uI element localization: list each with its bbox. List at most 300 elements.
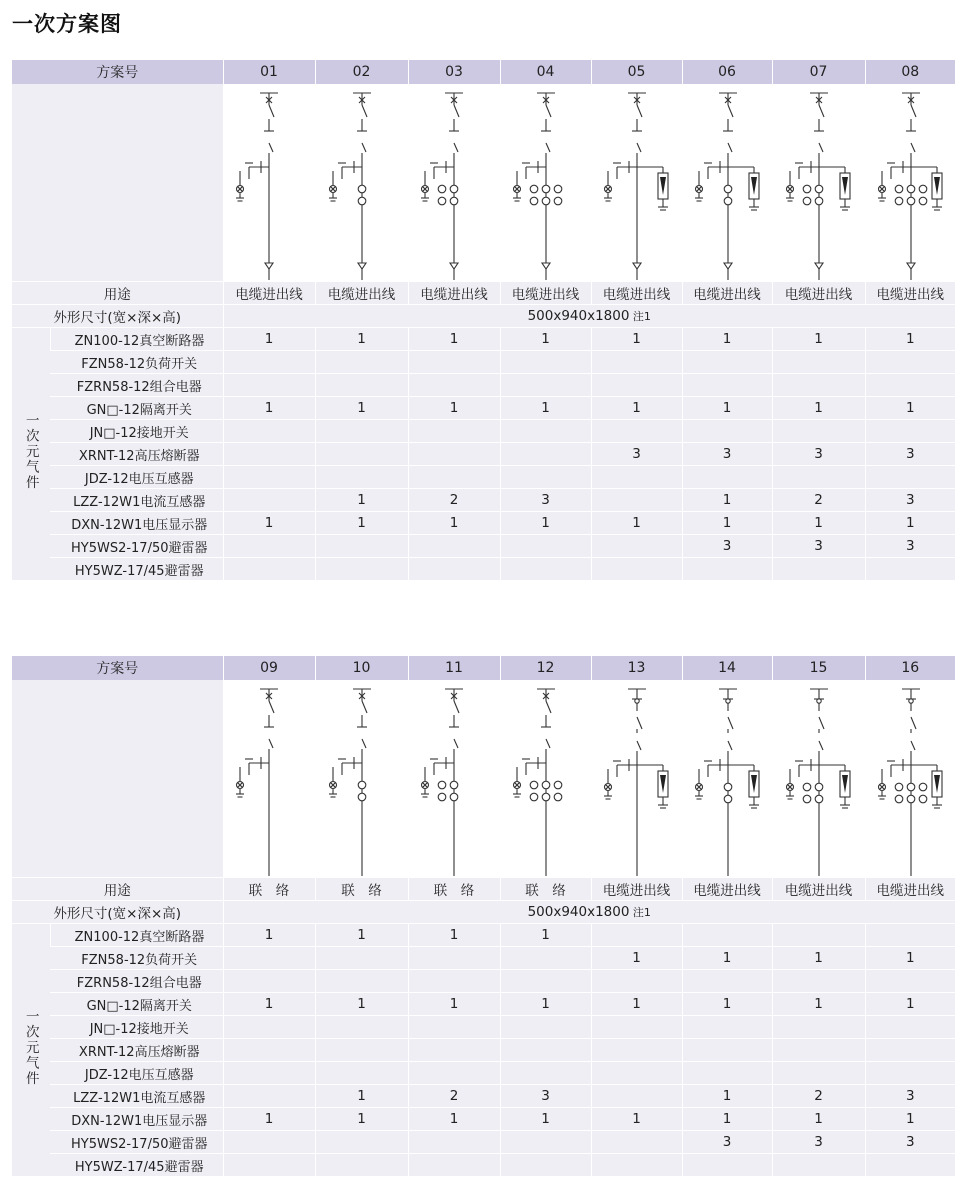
component-count [408,443,500,466]
disconnector-blade [728,741,732,750]
dimension-label: 外形尺寸(宽×深×高) [12,901,223,924]
scheme-number: 13 [591,656,682,680]
disconnector-blade [819,741,823,750]
scheme-number: 12 [500,656,591,680]
scheme-number: 06 [682,60,772,84]
component-count: 3 [772,535,865,558]
component-count: 1 [315,1085,408,1108]
component-count: 1 [682,512,772,535]
component-name: DXN-12W1电压显示器 [50,512,223,535]
disconnector-blade [637,741,641,750]
usage-value: 电缆进出线 [772,282,865,305]
scheme-number: 11 [408,656,500,680]
diagram-cell [865,84,955,282]
component-count [223,374,315,397]
current-transformer-icon [919,185,927,193]
component-count: 1 [591,512,682,535]
component-count [315,1131,408,1154]
component-row [12,535,955,558]
component-count [682,558,772,581]
component-count [315,351,408,374]
component-count: 2 [408,489,500,512]
current-transformer-icon [815,185,823,193]
current-transformer-icon [895,185,903,193]
component-name: XRNT-12高压熔断器 [50,443,223,466]
component-name: LZZ-12W1电流互感器 [50,1085,223,1108]
component-count: 1 [865,993,955,1016]
component-count: 1 [500,993,591,1016]
component-name: ZN100-12真空断路器 [50,328,223,351]
cable-head-icon [358,263,366,269]
scheme-diagram [223,85,315,280]
component-count [591,535,682,558]
diagram-cell [682,680,772,878]
component-count [223,1131,315,1154]
usage-value: 电缆进出线 [865,282,955,305]
component-count: 1 [223,328,315,351]
component-count [223,558,315,581]
scheme-diagram [682,85,772,280]
current-transformer-icon [907,197,915,205]
component-count: 1 [772,512,865,535]
component-count [865,374,955,397]
component-count: 1 [865,947,955,970]
component-count [408,535,500,558]
current-transformer-icon [919,783,927,791]
single-line-diagram [513,689,562,876]
diagram-cell [408,84,500,282]
usage-row [12,282,955,305]
disconnector-blade [362,739,366,748]
component-count [500,1062,591,1085]
current-transformer-icon [358,781,366,789]
component-count [500,970,591,993]
component-count [315,374,408,397]
disconnector-blade [362,143,366,152]
scheme-diagram [316,85,408,280]
component-row [12,443,955,466]
scheme-table-1 [12,60,955,580]
scheme-number: 09 [223,656,315,680]
component-count [772,420,865,443]
component-row [12,993,955,1016]
component-name: FZN58-12负荷开关 [50,947,223,970]
current-transformer-icon [438,793,446,801]
component-count: 1 [865,512,955,535]
cable-head-icon [724,263,732,269]
component-count [865,1062,955,1085]
single-line-diagram [329,689,371,876]
diagram-cell [315,680,408,878]
component-row [12,328,955,351]
component-count: 1 [682,328,772,351]
scheme-diagram [500,85,591,280]
component-count: 2 [772,489,865,512]
dimension-value-cell [223,305,955,328]
scheme-diagram [223,681,315,876]
current-transformer-icon [542,781,550,789]
component-count: 1 [223,924,315,947]
component-count: 1 [500,1108,591,1131]
component-count: 3 [772,1131,865,1154]
component-count [591,1131,682,1154]
page-title: 一次方案图 [12,12,122,36]
component-count [865,1154,955,1177]
component-count [772,466,865,489]
component-count [500,535,591,558]
component-count [865,970,955,993]
dimension-note: 注1 [629,906,651,919]
component-row [12,1131,955,1154]
current-transformer-icon [554,793,562,801]
current-transformer-icon [438,197,446,205]
usage-value: 电缆进出线 [772,878,865,901]
diagram-cell [408,680,500,878]
component-row [12,1039,955,1062]
primary-components-label-cell [12,924,50,1177]
component-count [772,1039,865,1062]
single-line-diagram [786,93,850,280]
component-count [865,924,955,947]
single-line-diagram [878,689,942,876]
component-count [500,374,591,397]
cable-head-icon [633,263,641,269]
component-name: JDZ-12电压互感器 [50,1062,223,1085]
component-count [408,1131,500,1154]
diagram-label-cell [12,680,223,878]
component-count [591,351,682,374]
usage-value: 联 络 [408,878,500,901]
usage-label: 用途 [12,878,223,901]
component-count [591,1016,682,1039]
component-name: JN□-12接地开关 [50,420,223,443]
component-count: 1 [682,397,772,420]
disconnector-blade [728,143,732,152]
component-count [682,1016,772,1039]
disconnector-blade [546,739,550,748]
component-count: 1 [408,1108,500,1131]
disconnector-blade [911,741,915,750]
component-name: HY5WZ-17/45避雷器 [50,558,223,581]
current-transformer-icon [530,197,538,205]
component-count: 2 [408,1085,500,1108]
usage-row [12,878,955,901]
component-row [12,1085,955,1108]
component-count: 3 [591,443,682,466]
diagram-cell [591,84,682,282]
component-count: 1 [315,397,408,420]
usage-value: 电缆进出线 [223,282,315,305]
component-name: JDZ-12电压互感器 [50,466,223,489]
single-line-diagram [513,93,562,280]
cable-head-icon [907,263,915,269]
primary-components-label: 一次元气件 [22,413,39,491]
usage-value: 电缆进出线 [865,878,955,901]
usage-label: 用途 [12,282,223,305]
current-transformer-icon [450,793,458,801]
component-count [500,466,591,489]
component-count: 1 [223,1108,315,1131]
usage-value: 电缆进出线 [591,282,682,305]
component-count [315,947,408,970]
disconnector-blade [546,143,550,152]
component-count: 1 [315,993,408,1016]
scheme-number: 08 [865,60,955,84]
component-count: 1 [315,924,408,947]
usage-value: 电缆进出线 [682,878,772,901]
component-name: HY5WS2-17/50避雷器 [50,1131,223,1154]
single-line-diagram [236,689,278,876]
current-transformer-icon [895,197,903,205]
component-count [500,1039,591,1062]
component-row [12,924,955,947]
usage-value: 联 络 [223,878,315,901]
component-count [772,1016,865,1039]
scheme-number: 16 [865,656,955,680]
component-count [223,1154,315,1177]
single-line-diagram [786,689,850,876]
scheme-number: 05 [591,60,682,84]
component-name: FZRN58-12组合电器 [50,374,223,397]
component-row [12,351,955,374]
current-transformer-icon [815,197,823,205]
component-count: 1 [772,397,865,420]
component-count [408,1062,500,1085]
component-count: 1 [682,1108,772,1131]
diagram-cell [682,84,772,282]
component-count [682,1039,772,1062]
breaker-blade [819,105,824,117]
component-count [865,1016,955,1039]
component-count: 1 [315,1108,408,1131]
disconnector-blade [269,143,273,152]
component-count [223,970,315,993]
component-count [682,466,772,489]
component-name: HY5WZ-17/45避雷器 [50,1154,223,1177]
component-row [12,1108,955,1131]
component-count: 3 [682,535,772,558]
component-row [12,397,955,420]
component-count: 1 [223,512,315,535]
component-count [500,558,591,581]
component-count: 3 [500,489,591,512]
switch-blade [819,717,824,729]
disconnector-blade [269,739,273,748]
component-name: DXN-12W1电压显示器 [50,1108,223,1131]
component-count: 3 [500,1085,591,1108]
scheme-diagram [773,681,865,876]
component-count [772,1154,865,1177]
component-row [12,558,955,581]
current-transformer-icon [803,185,811,193]
dimension-row [12,305,955,328]
scheme-number-label: 方案号 [12,656,223,680]
component-count: 1 [591,397,682,420]
usage-value: 电缆进出线 [500,282,591,305]
scheme-diagram [316,681,408,876]
component-count [772,374,865,397]
component-count [591,1154,682,1177]
current-transformer-icon [907,783,915,791]
diagram-cell [223,680,315,878]
component-row [12,947,955,970]
scheme-diagram [408,85,500,280]
component-count: 1 [500,512,591,535]
current-transformer-icon [919,795,927,803]
cable-head-icon [542,263,550,269]
usage-value: 联 络 [500,878,591,901]
disconnector-blade [454,143,458,152]
diagram-cell [500,680,591,878]
scheme-number: 07 [772,60,865,84]
current-transformer-icon [438,781,446,789]
component-count: 1 [408,328,500,351]
usage-value: 电缆进出线 [315,282,408,305]
diagram-cell [500,84,591,282]
diagram-row [12,680,955,878]
component-count: 1 [591,993,682,1016]
component-count [591,558,682,581]
primary-components-label-cell [12,328,50,581]
component-count [223,466,315,489]
component-count [591,489,682,512]
component-count [591,1039,682,1062]
breaker-blade [454,701,459,713]
component-count [408,466,500,489]
component-count: 1 [682,993,772,1016]
component-row [12,420,955,443]
dimension-note: 注1 [629,310,651,323]
component-row [12,512,955,535]
scheme-diagram [865,85,955,280]
component-name: JN□-12接地开关 [50,1016,223,1039]
usage-value: 电缆进出线 [408,282,500,305]
current-transformer-icon [358,185,366,193]
current-transformer-icon [724,795,732,803]
component-count [315,970,408,993]
current-transformer-icon [803,783,811,791]
component-count [772,924,865,947]
component-count [408,1016,500,1039]
current-transformer-icon [542,185,550,193]
component-count: 1 [772,1108,865,1131]
diagram-row [12,84,955,282]
component-count: 3 [772,443,865,466]
component-count [315,1039,408,1062]
disconnector-blade [637,143,641,152]
component-count [315,1154,408,1177]
component-count: 1 [500,328,591,351]
component-count [682,351,772,374]
single-line-diagram [604,689,668,876]
component-count: 3 [682,1131,772,1154]
component-count: 1 [772,328,865,351]
component-count [408,558,500,581]
breaker-blade [546,701,551,713]
component-count: 1 [591,1108,682,1131]
scheme-number: 04 [500,60,591,84]
single-line-diagram [421,689,463,876]
component-count: 1 [591,328,682,351]
component-name: XRNT-12高压熔断器 [50,1039,223,1062]
component-count: 3 [865,1085,955,1108]
component-count [408,970,500,993]
component-name: HY5WS2-17/50避雷器 [50,535,223,558]
component-count [500,947,591,970]
component-row [12,466,955,489]
component-count [591,1085,682,1108]
disconnector-blade [911,143,915,152]
breaker-blade [362,701,367,713]
diagram-cell [591,680,682,878]
current-transformer-icon [815,783,823,791]
component-count: 1 [772,993,865,1016]
component-count [500,443,591,466]
component-count [772,1062,865,1085]
current-transformer-icon [358,793,366,801]
scheme-diagram [682,681,772,876]
current-transformer-icon [358,197,366,205]
current-transformer-icon [815,795,823,803]
current-transformer-icon [450,781,458,789]
component-count [500,1016,591,1039]
component-count [865,558,955,581]
component-count [591,1062,682,1085]
component-count [865,1039,955,1062]
component-count [315,1016,408,1039]
component-count [408,1154,500,1177]
breaker-blade [362,105,367,117]
component-count [223,1039,315,1062]
component-count [408,420,500,443]
current-transformer-icon [554,781,562,789]
breaker-blade [637,105,642,117]
component-count [223,489,315,512]
component-row [12,489,955,512]
dimension-row [12,901,955,924]
component-count [591,374,682,397]
component-count: 1 [682,947,772,970]
cable-head-icon [265,263,273,269]
component-count: 3 [865,535,955,558]
usage-value: 电缆进出线 [682,282,772,305]
current-transformer-icon [895,795,903,803]
component-count [315,535,408,558]
usage-value: 联 络 [315,878,408,901]
current-transformer-icon [530,793,538,801]
dimension-value: 500x940x1800 [527,308,630,324]
component-row [12,374,955,397]
component-count [591,924,682,947]
dimension-value-cell [223,901,955,924]
breaker-blade [454,105,459,117]
component-count: 1 [865,397,955,420]
component-count [591,420,682,443]
component-count [223,1085,315,1108]
disconnector-blade [454,739,458,748]
component-count: 2 [772,1085,865,1108]
component-count: 3 [682,443,772,466]
component-count [865,466,955,489]
breaker-blade [269,105,274,117]
component-count [223,535,315,558]
current-transformer-icon [803,197,811,205]
dimension-value: 500x940x1800 [527,904,630,920]
component-count [500,1154,591,1177]
disconnector-blade [819,143,823,152]
current-transformer-icon [542,197,550,205]
component-count [591,466,682,489]
